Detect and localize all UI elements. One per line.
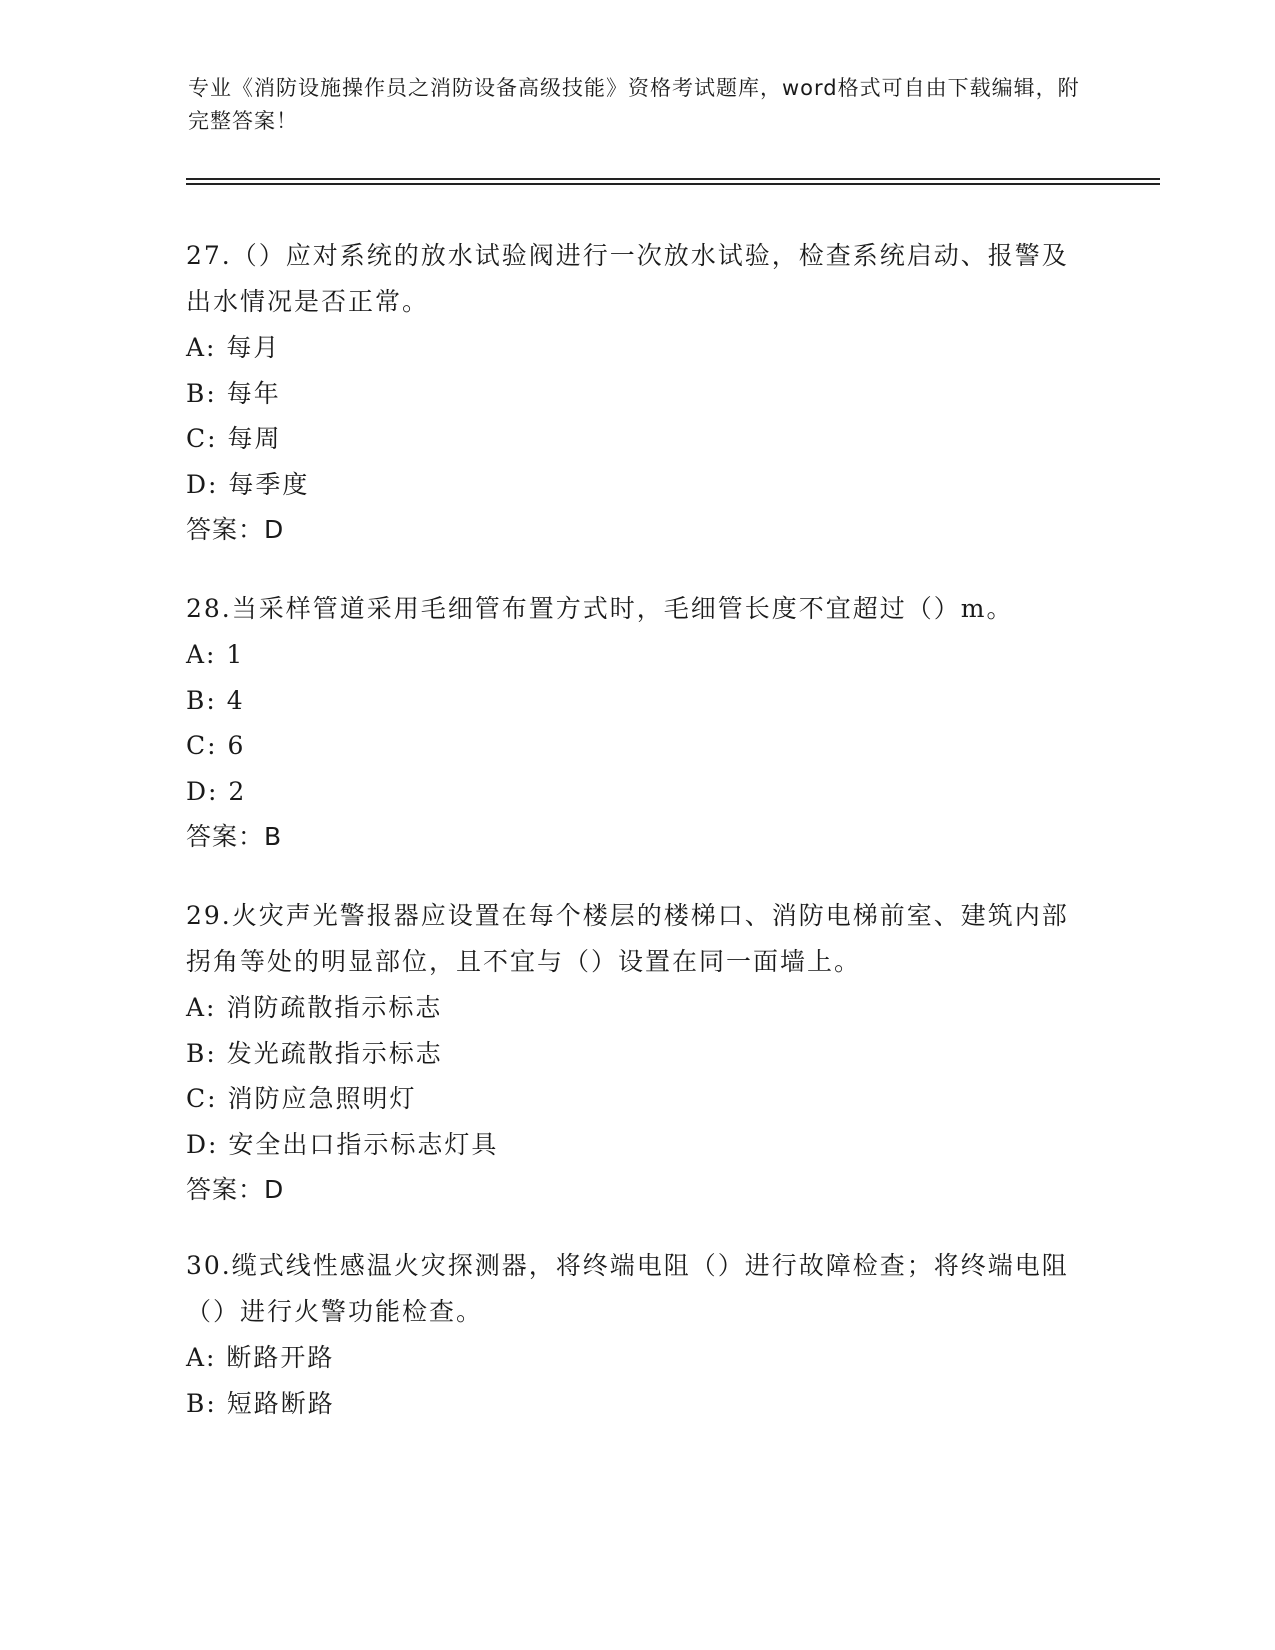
question-stem: 27.（）应对系统的放水试验阀进行一次放水试验，检查系统启动、报警及出水情况是否正常。	[186, 241, 1069, 316]
question-stem: 29.火灾声光警报器应设置在每个楼层的楼梯口、消防电梯前室、建筑内部拐角等处的明显部位，且不宜与（）设置在同一面墙上。	[186, 901, 1069, 976]
question-stem: 28.当采样管道采用毛细管布置方式时，毛细管长度不宜超过（）m。	[186, 594, 1014, 623]
question-27	[186, 233, 1086, 553]
option-b: B: 每年	[186, 378, 281, 408]
question-29	[186, 893, 1086, 1213]
header-divider-bottom	[186, 183, 1160, 185]
question-28	[186, 586, 1086, 860]
answer-line: 答案：D	[186, 1175, 285, 1204]
answer-line: 答案：B	[186, 822, 283, 851]
option-b: B: 发光疏散指示标志	[186, 1038, 443, 1068]
option-c: C: 每周	[186, 424, 282, 453]
option-a: A: 每月	[186, 333, 281, 362]
option-b: B: 4	[186, 685, 245, 715]
question-stem: 30.缆式线性感温火灾探测器，将终端电阻（）进行故障检查；将终端电阻（）进行火警功能检查。	[186, 1251, 1069, 1326]
answer-line: 答案：D	[186, 515, 285, 544]
option-d: D: 安全出口指示标志灯具	[186, 1129, 499, 1159]
option-b: B: 短路断路	[186, 1388, 335, 1418]
option-c: C: 消防应急照明灯	[186, 1084, 417, 1113]
option-d: D: 2	[186, 776, 247, 806]
question-30	[186, 1243, 1086, 1426]
header-divider-top	[186, 178, 1160, 180]
option-a: A: 1	[186, 640, 245, 669]
option-a: A: 断路开路	[186, 1343, 335, 1372]
document-header: 专业《消防设施操作员之消防设备高级技能》资格考试题库，word格式可自由下载编辑，附完整答案！	[188, 76, 1080, 133]
option-c: C: 6	[186, 731, 246, 760]
option-d: D: 每季度	[186, 469, 310, 499]
option-a: A: 消防疏散指示标志	[186, 993, 443, 1022]
